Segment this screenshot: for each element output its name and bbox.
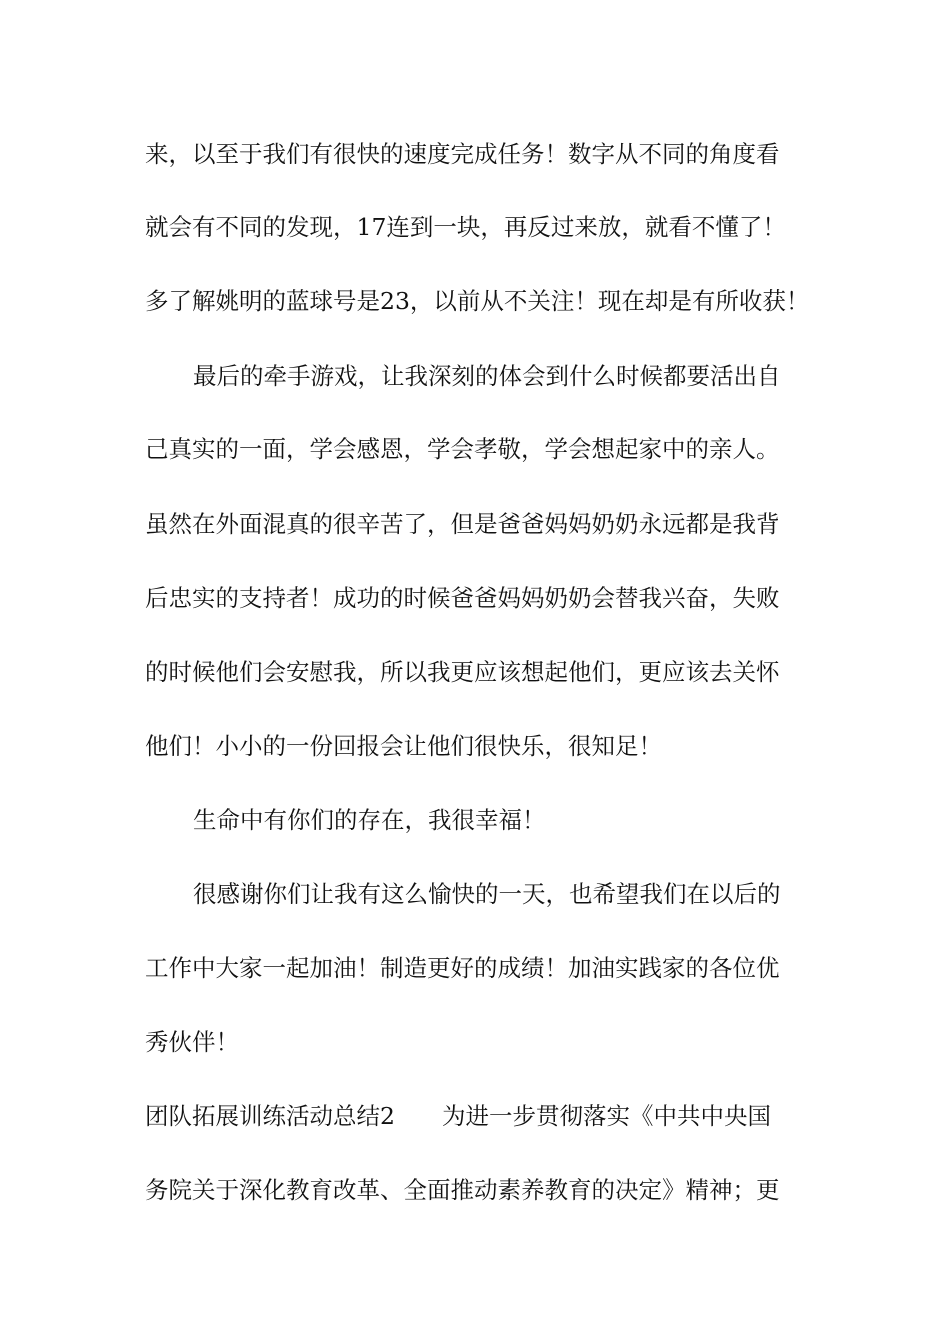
paragraph-first-line: 最后的牵手游戏，让我深刻的体会到什么时候都要活出自: [193, 362, 781, 390]
text-line: 秀伙伴！: [145, 1028, 239, 1056]
text-line: 他们！小小的一份回报会让他们很快乐，很知足！: [145, 732, 662, 760]
text-line: 就会有不同的发现，17连到一块，再反过来放，就看不懂了！: [145, 213, 786, 241]
text-line: 己真实的一面，学会感恩，学会孝敬，学会想起家中的亲人。: [145, 435, 780, 463]
text-line: 后忠实的支持者！成功的时候爸爸妈妈奶奶会替我兴奋，失败: [145, 584, 780, 612]
text-line: 来，以至于我们有很快的速度完成任务！数字从不同的角度看: [145, 140, 780, 168]
text-line: 务院关于深化教育改革、全面推动素养教育的决定》精神；更: [145, 1176, 780, 1204]
text-line: 工作中大家一起加油！制造更好的成绩！加油实践家的各位优: [145, 954, 780, 982]
text-line: 的时候他们会安慰我，所以我更应该想起他们，更应该去关怀: [145, 658, 780, 686]
text-line: 虽然在外面混真的很辛苦了，但是爸爸妈妈奶奶永远都是我背: [145, 510, 780, 538]
paragraph-first-line: 很感谢你们让我有这么愉快的一天，也希望我们在以后的: [193, 880, 781, 908]
section-heading-line: 团队拓展训练活动总结2 为进一步贯彻落实《中共中央国: [145, 1102, 771, 1130]
text-line: 多了解姚明的蓝球号是23，以前从不关注！现在却是有所收获！: [145, 287, 810, 315]
paragraph-first-line: 生命中有你们的存在，我很幸福！: [193, 806, 546, 834]
